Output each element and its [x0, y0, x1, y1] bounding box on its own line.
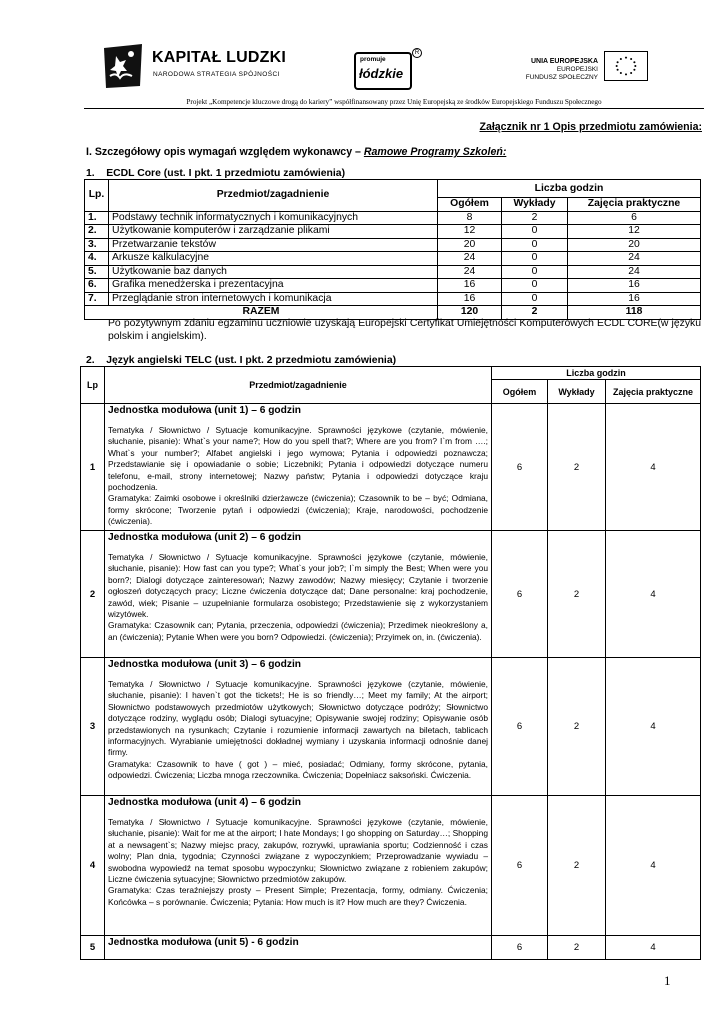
unit-grammar: Gramatyka: Czasownik to have ( got ) – mieć, posiadać; Odmiany, formy skrócone, pytania, odpowiedzi. Ćwiczenia; Liczba mnoga rzeczownika. Ćwiczenia; Dopełniacz saksoński. Ćwiczenia.: [108, 758, 488, 781]
page-header: [96, 38, 656, 98]
table-row: [85, 225, 701, 239]
unit-title: Jednostka modułowa (unit 4) – 6 godzin: [108, 797, 302, 808]
eu-text: [488, 58, 598, 82]
unit-row: [81, 531, 701, 658]
row-practice: 6: [568, 211, 701, 225]
unit-content: [105, 531, 492, 658]
unit-practice: 4: [606, 531, 701, 658]
unit-practice: 4: [606, 404, 701, 531]
sum-total: 120: [438, 306, 502, 320]
unit-row: [81, 936, 701, 960]
unit-lp: 3: [81, 658, 105, 796]
logo-title: KAPITAŁ LUDZKI: [152, 49, 287, 66]
certificate-note: Po pozytywnym zdaniu egzaminu uczniowie uzyskają Europejski Certyfikat Umiejętności Komputerowych ECDL CORE(w języku polskim i angielskim).: [108, 318, 701, 342]
row-subject: Przetwarzanie tekstów: [109, 238, 438, 252]
attachment-title: Załącznik nr 1 Opis przedmiotu zamówienia:: [479, 121, 702, 133]
row-total: 16: [438, 279, 502, 293]
eu-line-1: UNIA EUROPEJSKA: [530, 58, 598, 65]
row-subject: Arkusze kalkulacyjne: [109, 252, 438, 266]
row-lp: 2.: [85, 225, 109, 239]
sum-practice: 118: [568, 306, 701, 320]
col-practice: Zajęcia praktyczne: [606, 380, 701, 404]
row-lp: 4.: [85, 252, 109, 266]
subsection-ecdl-title: 1. ECDL Core (ust. I pkt. 1 przedmiotu zamówienia): [86, 168, 346, 179]
row-lp: 5.: [85, 265, 109, 279]
table-row: [85, 252, 701, 266]
unit-title: Jednostka modułowa (unit 2) – 6 godzin: [108, 532, 302, 543]
unit-lectures: 2: [548, 936, 606, 960]
unit-practice: 4: [606, 658, 701, 796]
col-hours: Liczba godzin: [438, 180, 701, 198]
subsection-english-title: 2. Język angielski TELC (ust. I pkt. 2 przedmiotu zamówienia): [86, 355, 397, 366]
row-subject: Przeglądanie stron internetowych i komunikacja: [109, 292, 438, 306]
col-practice: Zajęcia praktyczne: [568, 198, 701, 212]
page-number: 1: [664, 973, 671, 988]
unit-grammar: Gramatyka: Czasownik can; Pytania, przeczenia, odpowiedzi (ćwiczenia); Przedimek nieokreślony a, an (ćwiczenia); Pytanie When were you born? Odpowiedzi. (ćwiczenia); Przyimek on, in. (ćwiczenia).: [108, 620, 488, 642]
unit-content: [105, 658, 492, 796]
col-subject: Przedmiot/zagadnienie: [109, 180, 438, 212]
unit-total: 6: [492, 796, 548, 936]
logo-subtitle: NARODOWA STRATEGIA SPÓJNOŚCI: [153, 71, 280, 78]
row-lectures: 0: [502, 252, 568, 266]
section-title: [86, 146, 506, 158]
unit-grammar: Gramatyka: Czas teraźniejszy prosty – Present Simple; Prezentacja, formy, odmiany. Ćwiczenia; Końcówka – s porównanie. Ćwiczenia; Pytania: How much is it? How much are they? Ćwiczenia.: [108, 885, 488, 907]
col-lp: Lp: [81, 367, 105, 404]
col-lp: Lp.: [85, 180, 109, 212]
lodzkie-name: łódzkie: [359, 66, 404, 81]
table-row: [85, 211, 701, 225]
table-row: [85, 265, 701, 279]
unit-total: 6: [492, 658, 548, 796]
unit-lectures: 2: [548, 658, 606, 796]
row-subject: Użytkowanie baz danych: [109, 265, 438, 279]
unit-topics: Tematyka / Słownictwo / Sytuacje komunikacyjne. Sprawności językowe (czytanie, mówienie, słuchanie, pisanie): What`s your name?; How do you spell that?; Where are you from? I`m from ….; What`s your number?; Alfabet angielski i jego wymowa; Pytania i odpowiedzi poznawcza; Przedstawianie się i opowiadanie o sobie; Liczebniki; Pytania i odpowiedzi dotyczące numeru telefonu, e-mail, strony internetowej; Nazwy państw; Pytania i odpowiedzi dotyczące kraju pochodzenia.: [108, 425, 488, 493]
row-subject: Podstawy technik informatycznych i komunikacyjnych: [109, 211, 438, 225]
eu-line-2: EUROPEJSKI: [556, 66, 598, 73]
row-total: 12: [438, 225, 502, 239]
row-lectures: 2: [502, 211, 568, 225]
unit-title: Jednostka modułowa (unit 5) - 6 godzin: [108, 937, 299, 948]
header-divider: [84, 108, 704, 109]
row-subject: Grafika menedżerska i prezentacyjna: [109, 279, 438, 293]
unit-lectures: 2: [548, 404, 606, 531]
kapital-ludzki-logo-icon: [102, 42, 144, 90]
unit-title: Jednostka modułowa (unit 1) – 6 godzin: [108, 405, 302, 416]
english-table: [80, 366, 701, 960]
eu-flag-icon: [604, 51, 648, 81]
row-lp: 6.: [85, 279, 109, 293]
unit-practice: 4: [606, 796, 701, 936]
eu-line-3: FUNDUSZ SPOŁECZNY: [525, 74, 598, 81]
col-subject: Przedmiot/zagadnienie: [105, 367, 492, 404]
sum-lectures: 2: [502, 306, 568, 320]
lodzkie-small-text: promuje: [360, 56, 386, 63]
unit-lectures: 2: [548, 796, 606, 936]
row-subject: Użytkowanie komputerów i zarządzanie plikami: [109, 225, 438, 239]
row-practice: 24: [568, 252, 701, 266]
unit-lp: 4: [81, 796, 105, 936]
row-practice: 16: [568, 292, 701, 306]
unit-topics: Tematyka / Słownictwo / Sytuacje komunikacyjne. Sprawności językowe (czytanie, mówienie, słuchanie, pisanie): Wait for me at the airport; I hate Mondays; I go shopping on Saturday…; Shopping at a newsagent`s; Nazwy miejsc pracy, zakupów, rozrywki, uprawiania sportu; Codzienność i czas wolny; Plan dnia, tygodnia; Czynności związane z wypoczynkiem; Przeprowadzanie wywiadu – swobodna wypowiedź na temat sposobu wypoczynku; Słownictwo związane z robieniem zakupów; Liczne ćwiczenia sytuacyjne; Słownictwo przedmiotów zakupów.: [108, 817, 488, 885]
unit-content: [105, 936, 492, 960]
row-lp: 1.: [85, 211, 109, 225]
table-row: [85, 238, 701, 252]
unit-total: 6: [492, 531, 548, 658]
unit-practice: 4: [606, 936, 701, 960]
unit-topics: Tematyka / Słownictwo / Sytuacje komunikacyjne. Sprawności językowe (czytanie, mówienie, słuchanie, pisanie): I haven`t got the tickets!; He is so friendly…; Meet my family; At the airport; Słownictwo podstawowych przedmiotów użytkowych; Słownictwo dotyczące podróży; Słownictwo dotyczące rodziny, wyglądu osób; Dialogi sytuacyjne; Opisywanie swojej rodziny; Opisywanie osób przedstawionych na rysunkach; Czytanie i rozumienie informacji zawartych na biletach, tablicach informacyjnych. Wyrabianie umiejętności dokładnej wymiany i uzyskania informacji odnośnie danej firmy.: [108, 679, 488, 758]
row-practice: 16: [568, 279, 701, 293]
unit-lp: 5: [81, 936, 105, 960]
col-lectures: Wykłady: [502, 198, 568, 212]
unit-content: [105, 404, 492, 531]
unit-lectures: 2: [548, 531, 606, 658]
project-funding-line: Projekt „Kompetencje kluczowe drogą do kariery” współfinansowany przez Unię Europejską ze środków Europejskiego Funduszu Społecznego: [186, 98, 602, 106]
table-row: [85, 279, 701, 293]
row-practice: 24: [568, 265, 701, 279]
unit-row: [81, 796, 701, 936]
col-hours: Liczba godzin: [492, 367, 701, 380]
row-practice: 12: [568, 225, 701, 239]
unit-row: [81, 658, 701, 796]
row-lectures: 0: [502, 265, 568, 279]
row-practice: 20: [568, 238, 701, 252]
ecdl-table: [84, 179, 701, 320]
row-total: 24: [438, 265, 502, 279]
unit-lp: 2: [81, 531, 105, 658]
sum-label: RAZEM: [85, 306, 438, 320]
unit-topics: Tematyka / Słownictwo / Sytuacje komunikacyjne. Sprawności językowe (czytanie, mówienie, słuchanie, pisanie): How fast can you type?; What`s your job?; I`m simply the Best; When were you born?; Dialogi dotyczące zainteresowań; Nazwy zawodów; Nazwy miesięcy; Czytanie i tworzenie ogłoszeń dotyczących pracy; Liczne ćwiczenia dotyczące dat; Dane personalne: kraj pochodzenie, zawód, wiek; Pisanie – uzupełnianie formularza osobistego; Przedstawienie się z wykorzystaniem wizytówek.: [108, 552, 488, 620]
table-row: [85, 292, 701, 306]
col-lectures: Wykłady: [548, 380, 606, 404]
unit-content: [105, 796, 492, 936]
section-title-emphasis: Ramowe Programy Szkoleń:: [363, 146, 507, 158]
row-lectures: 0: [502, 225, 568, 239]
col-total: Ogółem: [492, 380, 548, 404]
unit-lp: 1: [81, 404, 105, 531]
row-total: 20: [438, 238, 502, 252]
row-lectures: 0: [502, 292, 568, 306]
section-title-text: I. Szczegółowy opis wymagań względem wykonawcy –: [86, 146, 364, 158]
row-total: 8: [438, 211, 502, 225]
registered-mark: R: [412, 48, 422, 58]
unit-total: 6: [492, 404, 548, 531]
row-lectures: 0: [502, 238, 568, 252]
row-lectures: 0: [502, 279, 568, 293]
lodzkie-logo: [354, 48, 420, 92]
unit-total: 6: [492, 936, 548, 960]
row-total: 24: [438, 252, 502, 266]
unit-title: Jednostka modułowa (unit 3) – 6 godzin: [108, 659, 302, 670]
unit-row: [81, 404, 701, 531]
unit-grammar: Gramatyka: Zaimki osobowe i określniki dzierżawcze (ćwiczenia); Czasownik to be – być; Odmiana, formy skrócone; Tworzenie pytań i odpowiedzi (ćwiczenia); Kraje, narodowości, pochodzenie (ćwiczenia).: [108, 493, 488, 527]
row-lp: 3.: [85, 238, 109, 252]
col-total: Ogółem: [438, 198, 502, 212]
sum-row: [85, 306, 701, 320]
row-total: 16: [438, 292, 502, 306]
row-lp: 7.: [85, 292, 109, 306]
